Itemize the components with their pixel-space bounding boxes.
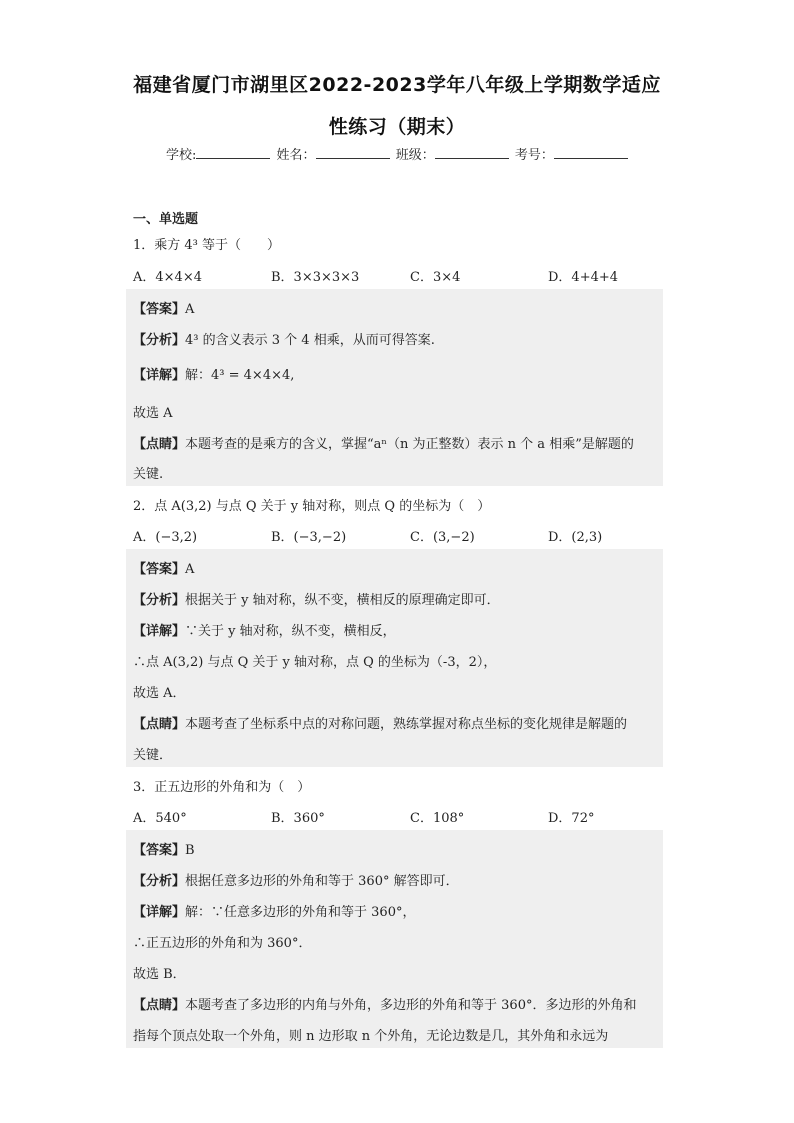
- section-heading: 一、单选题: [133, 212, 199, 227]
- q3-option-a: A．540°: [133, 811, 187, 826]
- q1-comment-cont: 关键.: [133, 467, 164, 482]
- number-field[interactable]: [554, 144, 628, 159]
- q2-option-d: D．(2,3): [548, 530, 603, 545]
- q3-comment-cont: 指每个顶点处取一个外角，则 n 边形取 n 个外角，无论边数是几，其外角和永远为: [133, 1029, 609, 1044]
- q2-option-b: B．(−3,−2): [271, 530, 347, 545]
- q3-detail-cont: ∴正五边形的外角和为 360°．: [133, 936, 312, 951]
- page-title-line2: 性练习（期末）: [328, 116, 466, 138]
- q3-choose: 故选 B．: [133, 967, 186, 982]
- q2-analysis: 【分析】根据关于 y 轴对称，纵不变，横相反的原理确定即可．: [133, 593, 500, 608]
- q1-answer: 【答案】A: [133, 302, 195, 317]
- q2-answer: 【答案】A: [133, 562, 195, 577]
- q2-stem: 2．点 A(3,2) 与点 Q 关于 y 轴对称，则点 Q 的坐标为（ ）: [133, 499, 491, 514]
- q1-solution-box: [126, 289, 663, 486]
- q1-detail: 【详解】解：4³ = 4×4×4,: [133, 368, 295, 383]
- q2-comment: 【点睛】本题考查了坐标系中点的对称问题，熟练掌握对称点坐标的变化规律是解题的: [133, 717, 628, 732]
- q1-analysis: 【分析】4³ 的含义表示 3 个 4 相乘，从而可得答案.: [133, 333, 435, 348]
- q2-detail: 【详解】∵关于 y 轴对称，纵不变，横相反，: [133, 624, 396, 639]
- class-field[interactable]: [435, 144, 509, 159]
- q2-detail-cont: ∴点 A(3,2) 与点 Q 关于 y 轴对称，点 Q 的坐标为（-3，2），: [133, 655, 497, 670]
- q1-comment: 【点睛】本题考查的是乘方的含义，掌握“aⁿ（n 为正整数）表示 n 个 a 相乘”是解题的: [133, 437, 634, 452]
- school-label: 学校:: [166, 148, 197, 163]
- q3-option-d: D．72°: [548, 811, 595, 826]
- q3-detail: 【详解】解：∵任意多边形的外角和等于 360°，: [133, 905, 416, 920]
- q2-option-c: C．(3,−2): [410, 530, 475, 545]
- q3-stem: 3．正五边形的外角和为（ ）: [133, 780, 311, 795]
- name-field[interactable]: [316, 144, 390, 159]
- name-label: 姓名：: [276, 148, 316, 163]
- class-label: 班级：: [395, 148, 435, 163]
- student-info-row: [166, 144, 630, 163]
- school-field[interactable]: [196, 144, 270, 159]
- q2-choose: 故选 A．: [133, 686, 186, 701]
- q1-option-b: B．3×3×3×3: [271, 270, 360, 285]
- q1-option-c: C．3×4: [410, 270, 461, 285]
- q2-comment-cont: 关键．: [133, 748, 173, 763]
- q2-option-a: A．(−3,2): [133, 530, 198, 545]
- q1-option-a: A．4×4×4: [133, 270, 202, 285]
- q3-option-c: C．108°: [410, 811, 465, 826]
- number-label: 考号：: [514, 148, 554, 163]
- q1-option-d: D．4+4+4: [548, 270, 619, 285]
- q1-stem: 1．乘方 4³ 等于（ ）: [133, 238, 281, 253]
- q3-option-b: B．360°: [271, 811, 325, 826]
- q3-answer: 【答案】B: [133, 843, 195, 858]
- q1-choose: 故选 A: [133, 406, 173, 421]
- q3-analysis: 【分析】根据任意多边形的外角和等于 360° 解答即可．: [133, 874, 459, 889]
- q3-comment: 【点睛】本题考查了多边形的内角与外角，多边形的外角和等于 360°．多边形的外角和: [133, 998, 637, 1013]
- page-title-line1: 福建省厦门市湖里区2022-2023学年八年级上学期数学适应: [133, 74, 661, 96]
